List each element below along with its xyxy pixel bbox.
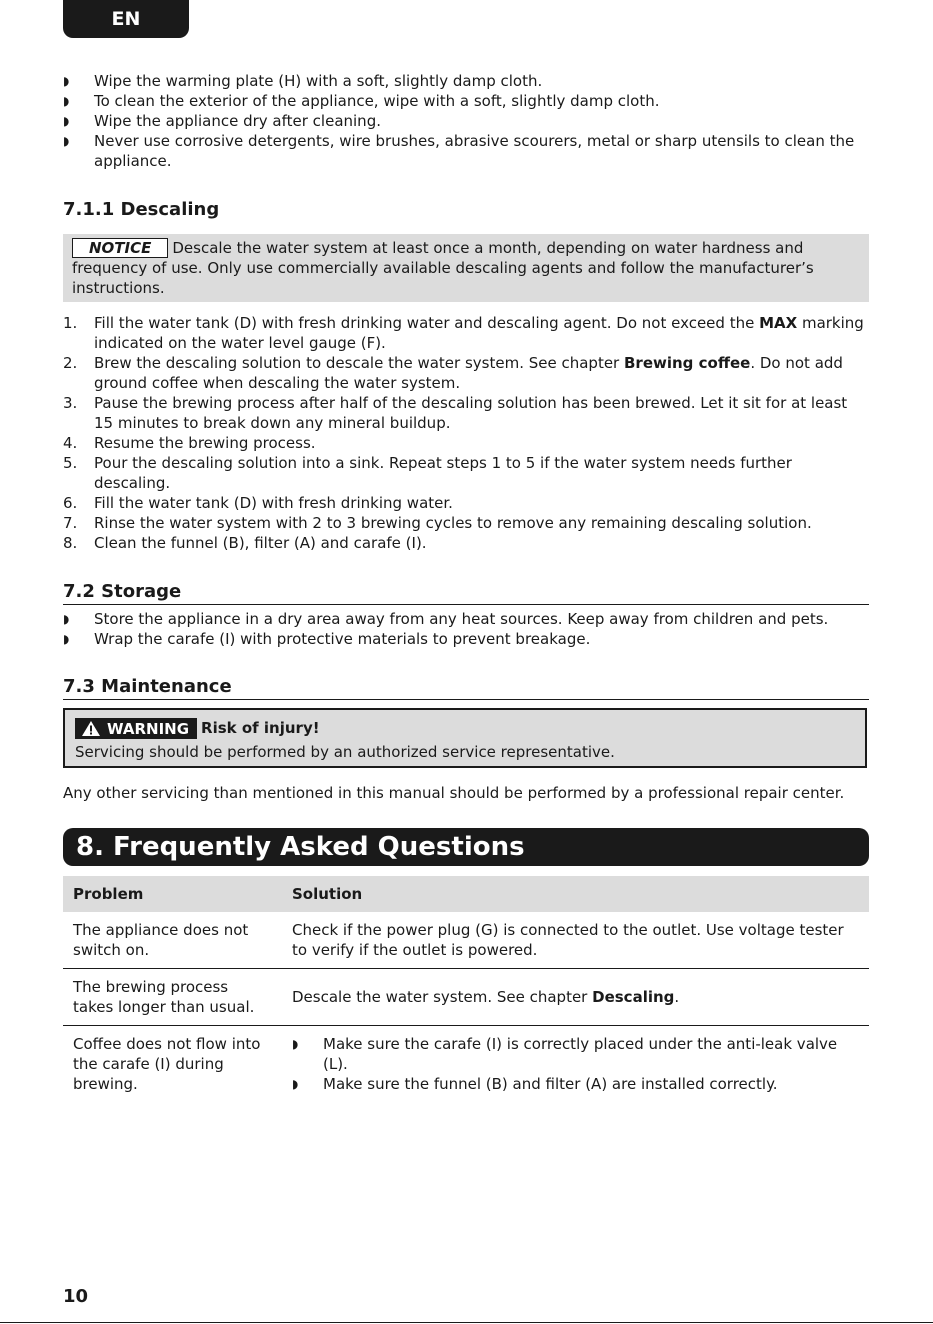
list-item: 3. Pause the brewing process after half of the descaling solution has been brewed. Let it sit for at least 15 minutes to break down any mineral buildup. xyxy=(63,394,848,432)
storage-bullet-list xyxy=(63,609,869,649)
descaling-steps xyxy=(63,313,869,553)
problem-cell: The brewing process takes longer than usual. xyxy=(63,969,282,1026)
warning-icon xyxy=(81,720,101,737)
list-item: ◗ Make sure the carafe (I) is correctly placed under the anti-leak valve (L). xyxy=(292,1035,838,1073)
list-item: 1. Fill the water tank (D) with fresh drinking water and descaling agent. Do not exceed the MAX marking indicated on the water level gauge (F). xyxy=(63,314,864,352)
maintenance-heading: 7.3 Maintenance xyxy=(63,676,232,697)
page-bottom-divider xyxy=(0,1322,933,1323)
maintenance-paragraph: Any other servicing than mentioned in this manual should be performed by a professional repair center. xyxy=(63,784,845,802)
bullet-icon: ◗ xyxy=(292,1077,299,1091)
list-item: 8. Clean the funnel (B), filter (A) and carafe (I). xyxy=(63,534,427,552)
warning-text: Servicing should be performed by an authorized service representative. xyxy=(75,743,615,761)
column-header-problem: Problem xyxy=(63,876,282,912)
column-header-solution: Solution xyxy=(282,876,869,912)
list-item: ◗ Store the appliance in a dry area away from any heat sources. Keep away from children and pets. xyxy=(63,610,829,628)
solution-cell xyxy=(282,1026,869,1103)
bullet-icon: ◗ xyxy=(63,134,70,148)
solution-cell: Descale the water system. See chapter Descaling. xyxy=(282,969,869,1026)
maintenance-divider xyxy=(63,699,869,700)
notice-label: NOTICE xyxy=(72,238,168,258)
list-item: 6. Fill the water tank (D) with fresh drinking water. xyxy=(63,494,453,512)
language-tab xyxy=(63,0,189,38)
storage-heading: 7.2 Storage xyxy=(63,581,182,602)
faq-table xyxy=(63,876,869,1102)
warning-box xyxy=(63,708,867,768)
list-item: 4. Resume the brewing process. xyxy=(63,434,316,452)
warning-title: Risk of injury! xyxy=(201,719,320,737)
solution-bullet-list xyxy=(292,1034,859,1094)
table-row xyxy=(63,912,869,969)
problem-cell: The appliance does not switch on. xyxy=(63,912,282,969)
notice-text: Descale the water system at least once a month, depending on water hardness and frequency of use. Only use commercially available descaling agents and follow the manufacturer’s instructions. xyxy=(72,239,814,297)
table-header-row xyxy=(63,876,869,912)
list-item: 7. Rinse the water system with 2 to 3 brewing cycles to remove any remaining descaling solution. xyxy=(63,514,812,532)
bullet-icon: ◗ xyxy=(63,632,70,646)
bullet-icon: ◗ xyxy=(63,74,70,88)
faq-heading: 8. Frequently Asked Questions xyxy=(63,828,869,866)
list-item: ◗ Never use corrosive detergents, wire brushes, abrasive scourers, metal or sharp utensils to clean the appliance. xyxy=(63,132,855,170)
problem-cell: Coffee does not flow into the carafe (I) during brewing. xyxy=(73,1035,261,1093)
bullet-icon: ◗ xyxy=(63,114,70,128)
table-row xyxy=(63,969,869,1026)
notice-box xyxy=(63,234,869,302)
page-number: 10 xyxy=(63,1286,89,1307)
list-item: ◗ Make sure the funnel (B) and filter (A) are installed correctly. xyxy=(292,1075,778,1093)
language-tab-label: EN xyxy=(111,8,141,30)
list-item: ◗ Wipe the appliance dry after cleaning. xyxy=(63,112,381,130)
descaling-heading: 7.1.1 Descaling xyxy=(63,199,220,220)
list-item: 5. Pour the descaling solution into a sink. Repeat steps 1 to 5 if the water system needs further descaling. xyxy=(63,454,792,492)
solution-cell: Check if the power plug (G) is connected to the outlet. Use voltage tester to verify if the outlet is powered. xyxy=(282,912,869,969)
table-row xyxy=(63,1026,869,1103)
bullet-icon: ◗ xyxy=(292,1037,299,1051)
bullet-icon: ◗ xyxy=(63,612,70,626)
cleaning-bullet-list xyxy=(63,71,869,171)
list-item: ◗ Wipe the warming plate (H) with a soft, slightly damp cloth. xyxy=(63,72,543,90)
list-item: 2. Brew the descaling solution to descale the water system. See chapter Brewing coffee. Do not add ground coffee when descaling the water system. xyxy=(63,354,843,392)
bullet-icon: ◗ xyxy=(63,94,70,108)
warning-label: WARNING xyxy=(75,718,197,739)
list-item: ◗ To clean the exterior of the appliance, wipe with a soft, slightly damp cloth. xyxy=(63,92,660,110)
storage-divider xyxy=(63,604,869,605)
list-item: ◗ Wrap the carafe (I) with protective materials to prevent breakage. xyxy=(63,630,591,648)
